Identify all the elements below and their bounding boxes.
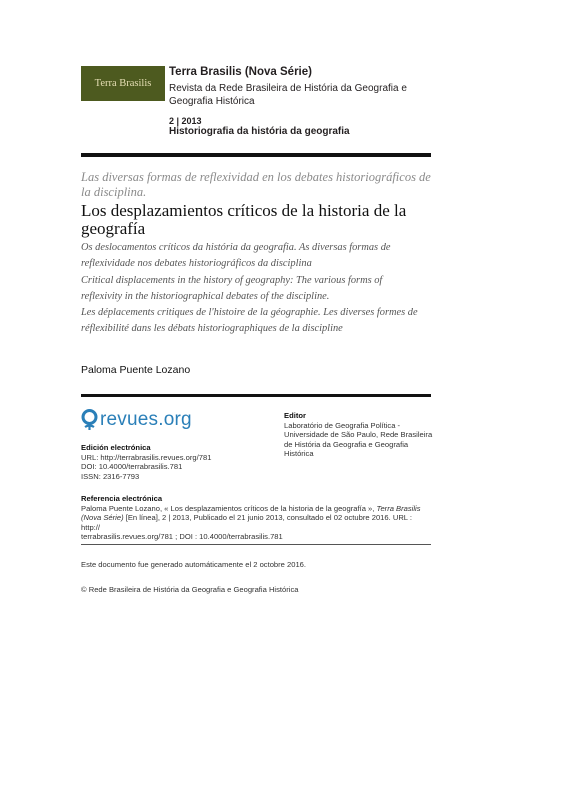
copyright-note: © Rede Brasileira de História da Geografia e Geografia Histórica <box>81 585 299 594</box>
journal-title: Terra Brasilis (Nova Série) <box>169 66 312 78</box>
alt-title-line: reflexivity in the historiographical debates of the discipline. <box>81 290 330 302</box>
reference-journal: Terra Brasilis <box>376 503 421 513</box>
revues-leaf-icon <box>81 409 98 431</box>
issue-number: 2 | 2013 <box>169 116 202 126</box>
metadata-divider <box>81 394 431 397</box>
journal-logo <box>81 66 165 101</box>
edition-url[interactable]: URL: http://terrabrasilis.revues.org/781 <box>81 452 212 462</box>
revues-logo[interactable] <box>81 409 192 431</box>
editor-line: Laboratório de Geografia Política - <box>284 420 401 430</box>
electronic-edition <box>81 443 281 481</box>
edition-issn: ISSN: 2316-7793 <box>81 471 140 481</box>
header-divider <box>81 153 431 157</box>
electronic-reference <box>81 494 433 542</box>
editor-line: de História da Geografia e Geografia <box>284 439 409 449</box>
editor-heading: Editor <box>284 411 306 420</box>
generation-note: Este documento fue generado automáticamente el 2 octobre 2016. <box>81 560 307 569</box>
reference-heading: Referencia electrónica <box>81 494 163 503</box>
revues-logo-text: revues.org <box>100 409 192 430</box>
alt-title-line: Critical displacements in the history of geography: The various forms of <box>81 274 383 286</box>
reference-text: Paloma Puente Lozano, « Los desplazamientos críticos de la historia de la geografía », <box>81 503 377 513</box>
journal-logo-text: Terra Brasilis <box>94 78 152 89</box>
reference-details[interactable]: [En línea], 2 | 2013, Publicado el 21 junio 2013, consultado el 02 octubre 2016. URL : http:// <box>81 513 412 532</box>
issue-title: Historiografia da história da geografia <box>169 126 350 137</box>
footer-divider <box>81 544 431 545</box>
reference-series: (Nova Série) <box>81 513 124 523</box>
editor-line: Histórica <box>284 449 314 459</box>
alt-title-line: Os deslocamentos críticos da história da geografia. As diversas formas de <box>81 242 391 253</box>
reference-url-doi[interactable]: terrabrasilis.revues.org/781 ; DOI : 10.4000/terrabrasilis.781 <box>81 532 283 542</box>
edition-doi[interactable]: DOI: 10.4000/terrabrasilis.781 <box>81 462 183 472</box>
electronic-edition-heading: Edición electrónica <box>81 443 151 452</box>
alt-title-line: reflexividade nos debates historiográficos da disciplina <box>81 258 312 270</box>
article-alternate-titles <box>81 240 433 338</box>
editor-line: Universidade de São Paulo, Rede Brasileira <box>284 430 433 440</box>
article-title: Los desplazamientos críticos de la historia de la geografía <box>81 201 407 238</box>
editor-info <box>284 411 434 459</box>
alt-title-line: Les déplacements critiques de l'histoire de la géographie. Les diverses formes de <box>81 307 418 319</box>
journal-subtitle: Revista da Rede Brasileira de História da Geografia e Geografia Histórica <box>169 83 407 107</box>
article-supertitle: Las diversas formas de reflexividad en los debates historiográficos de la disciplina. <box>81 170 431 199</box>
article-author: Paloma Puente Lozano <box>81 364 191 376</box>
alt-title-line: réflexibilité dans les débats historiographiques de la discipline <box>81 323 343 335</box>
